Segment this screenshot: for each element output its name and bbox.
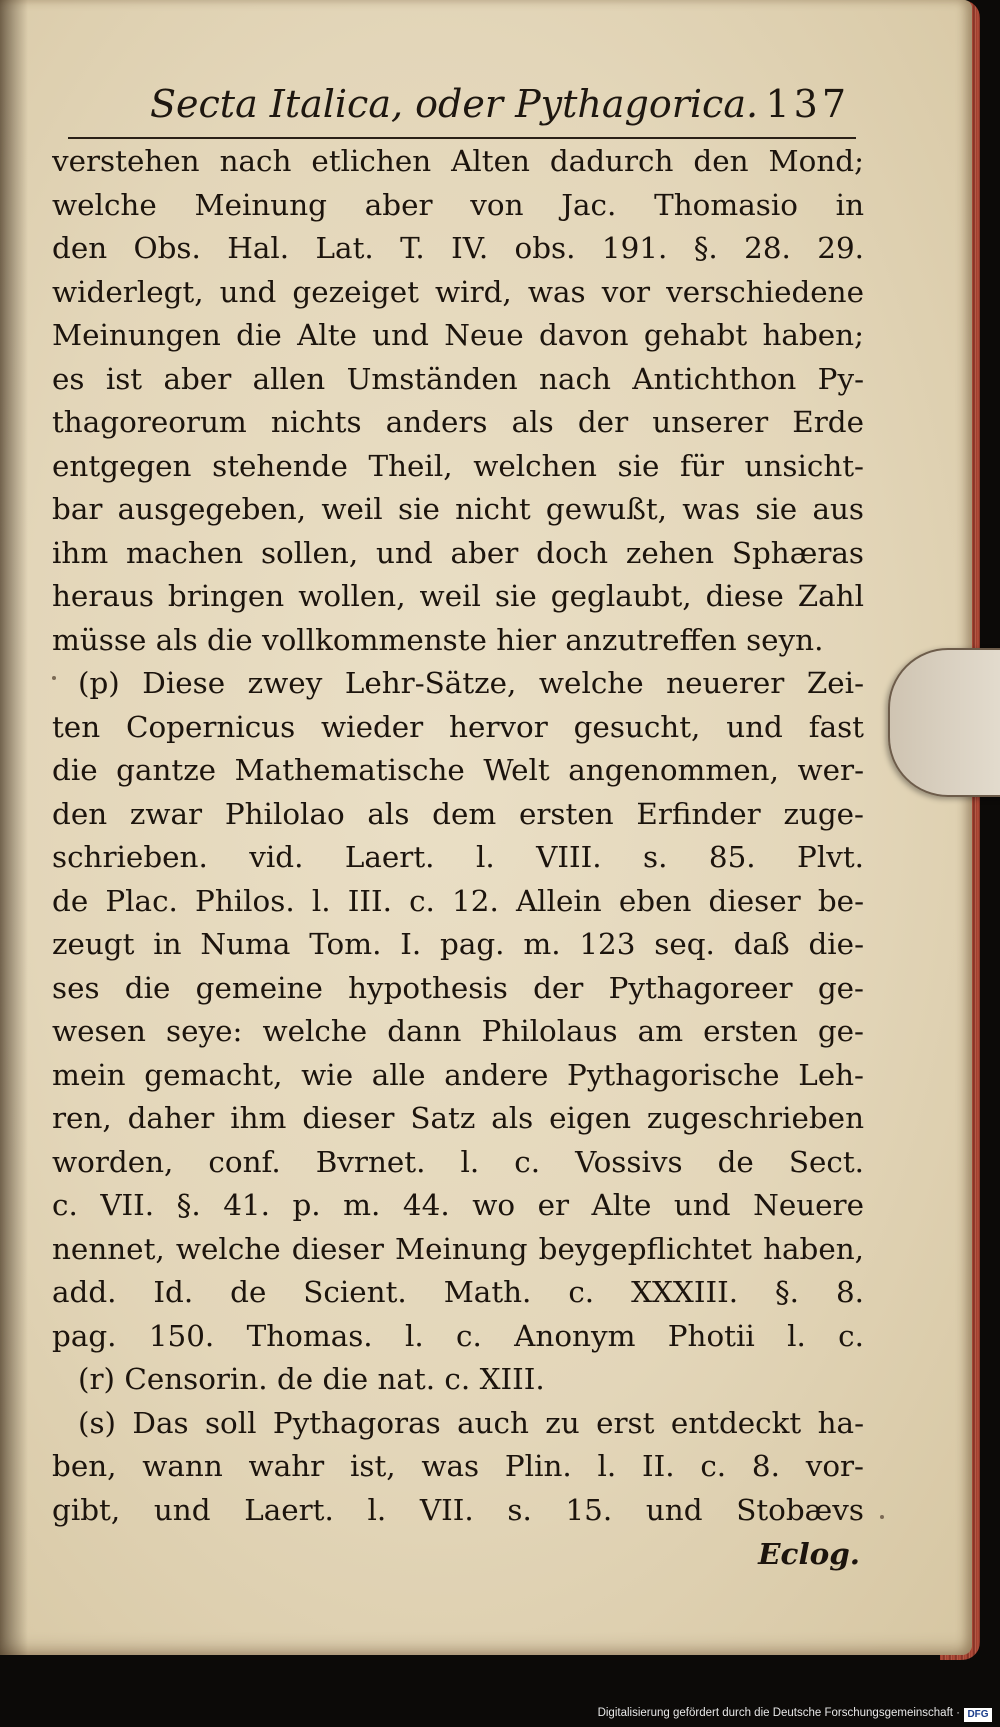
text-line: den Obs. Hal. Lat. T. IV. obs. 191. §. 28. 29. (52, 231, 864, 265)
text-line: ihm machen sollen, und aber doch zehen Sphæras (52, 535, 864, 570)
text-line: worden, conf. Bvrnet. l. c. Vossivs de Sect. (52, 1144, 864, 1179)
text-line: thagoreorum nichts anders als der unserer Erde (52, 405, 864, 439)
text-line: ten Copernicus wieder hervor gesucht, und fast (52, 709, 864, 744)
text-line: ren, daher ihm dieser Satz als eigen zugeschrieben (52, 1101, 864, 1135)
text-line: bar ausgegeben, weil sie nicht gewußt, was sie aus (52, 492, 864, 526)
text-line: es ist aber allen Umständen nach Antichthon Py- (52, 361, 864, 396)
text-line: widerlegt, und gezeiget wird, was vor verschiedene (52, 274, 864, 309)
paper-speck (880, 1515, 884, 1519)
text-line: ben, wann wahr ist, was Plin. l. II. c. 8. vor- (52, 1449, 864, 1483)
text-line: schrieben. vid. Laert. l. VIII. s. 85. Plvt. (52, 840, 864, 874)
bookmark-tab (888, 648, 1000, 797)
text-line: wesen seye: welche dann Philolaus am ersten ge- (52, 1014, 864, 1048)
paper-speck (52, 676, 56, 680)
text-line: den zwar Philolao als dem ersten Erfinder zuge- (52, 796, 864, 831)
text-line: welche Meinung aber von Jac. Thomasio in (52, 187, 864, 222)
text-line: entgegen stehende Theil, welchen sie für unsicht- (52, 448, 864, 483)
text-line: verstehen nach etlichen Alten dadurch den Mond; (52, 144, 864, 178)
text-line: ses die gemeine hypothesis der Pythagoreer ge- (52, 970, 864, 1005)
text-line: pag. 150. Thomas. l. c. Anonym Photii l. c. (52, 1318, 864, 1353)
page-body-text (52, 140, 864, 1576)
text-line: add. Id. de Scient. Math. c. XXXIII. §. 8. (52, 1275, 864, 1309)
page-header (150, 82, 850, 132)
text-line: heraus bringen wollen, weil sie geglaubt, diese Zahl (52, 579, 864, 613)
footnote-p-line: (p) Diese zwey Lehr-Sätze, welche neuerer Zei- (78, 666, 864, 700)
footnote-r-line: (r) Censorin. de die nat. c. XIII. (78, 1362, 545, 1396)
text-line: die gantze Mathematische Welt angenommen, wer- (52, 753, 864, 787)
running-title: Secta Italica, oder Pythagorica. (150, 82, 759, 126)
text-line: c. VII. §. 41. p. m. 44. wo er Alte und Neuere (52, 1188, 864, 1222)
dfg-logo: DFG (964, 1708, 992, 1722)
text-line: de Plac. Philos. l. III. c. 12. Allein eben dieser be- (52, 883, 864, 918)
text-line: Meinungen die Alte und Neue davon gehabt haben; (52, 318, 864, 352)
digitization-credit: Digitalisierung gefördert durch die Deutsche Forschungsgemeinschaft · (597, 1707, 960, 1719)
catchword: Eclog. (758, 1536, 860, 1571)
text-line: zeugt in Numa Tom. I. pag. m. 123 seq. daß die- (52, 927, 864, 961)
text-line: mein gemacht, wie alle andere Pythagorische Leh- (52, 1057, 864, 1092)
page-number: 137 (765, 82, 850, 126)
text-line: nennet, welche dieser Meinung beygepflichtet haben, (52, 1231, 864, 1266)
text-line: müsse als die vollkommenste hier anzutreffen seyn. (52, 622, 824, 657)
header-rule (68, 137, 856, 139)
text-line: gibt, und Laert. l. VII. s. 15. und Stobævs (52, 1492, 864, 1527)
footnote-s-line: (s) Das soll Pythagoras auch zu erst entdeckt ha- (78, 1405, 864, 1440)
